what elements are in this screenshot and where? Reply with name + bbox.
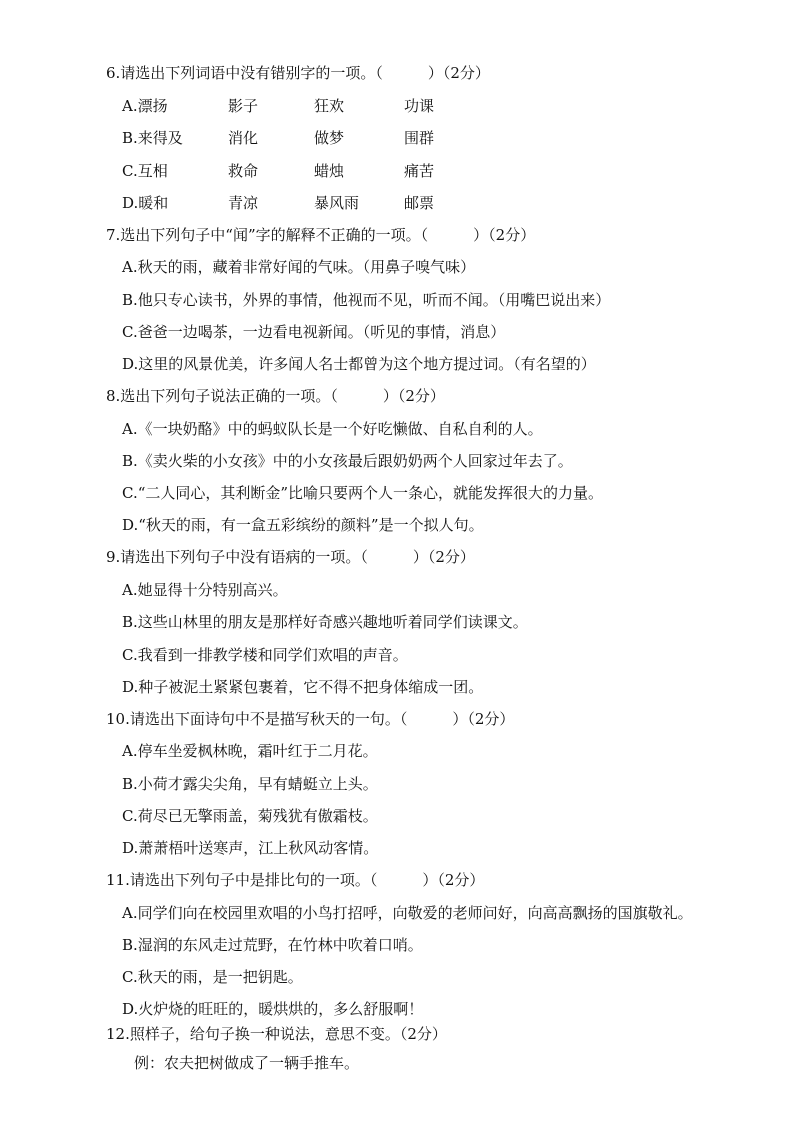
question-10-stem: 10.请选出下面诗句中不是描写秋天的一句。（ ）（2分） (106, 710, 515, 728)
q6-b-word2: 做梦 (314, 129, 345, 147)
question-11-option-a: A.同学们向在校园里欢唱的小鸟打招呼，向敬爱的老师问好，向高高飘扬的国旗敬礼。 (122, 904, 693, 922)
q6-c-word3: 痛苦 (404, 162, 435, 180)
question-7-stem: 7.选出下列句子中“闻”字的解释不正确的一项。（ ）（2分） (106, 226, 536, 244)
q6-d-word3: 邮票 (404, 194, 435, 212)
question-8-option-c: C.“二人同心，其利断金”比喻只要两个人一条心，就能发挥很大的力量。 (122, 484, 604, 502)
q6-a-word1: 影子 (228, 97, 259, 115)
question-7-option-c: C.爸爸一边喝茶，一边看电视新闻。（听见的事情，消息） (122, 323, 506, 341)
q6-c-word1: 救命 (228, 162, 259, 180)
question-8-option-d: D.“秋天的雨，有一盒五彩缤纷的颜料”是一个拟人句。 (122, 516, 484, 534)
question-12-example: 例：农夫把树做成了一辆手推车。 (134, 1054, 360, 1072)
q6-c-label: C.互相 (122, 162, 168, 180)
question-8-option-a: A.《一块奶酪》中的蚂蚁队长是一个好吃懒做、自私自利的人。 (122, 420, 543, 438)
q6-a-word3: 功课 (404, 97, 435, 115)
q6-d-word2: 暴风雨 (314, 194, 360, 212)
q6-d-word1: 青凉 (228, 194, 259, 212)
question-6-stem: 6.请选出下列词语中没有错别字的一项。（ ）（2分） (106, 64, 490, 82)
question-11-stem: 11.请选出下列句子中是排比句的一项。（ ）（2分） (106, 871, 485, 889)
question-11-option-d: D.火炉烧的旺旺的，暖烘烘的，多么舒服啊！ (122, 1000, 424, 1018)
question-11-option-b: B.湿润的东风走过荒野，在竹林中吹着口哨。 (122, 936, 423, 954)
question-9-option-b: B.这些山林里的朋友是那样好奇感兴趣地听着同学们读课文。 (122, 613, 528, 631)
question-10-option-a: A.停车坐爱枫林晚，霜叶红于二月花。 (122, 742, 378, 760)
q6-d-label: D.暖和 (122, 194, 169, 212)
q6-a-word2: 狂欢 (314, 97, 345, 115)
question-11-option-c: C.秋天的雨，是一把钥匙。 (122, 968, 303, 986)
q6-b-word3: 围群 (404, 129, 435, 147)
question-10-option-b: B.小荷才露尖尖角，早有蜻蜓立上头。 (122, 775, 378, 793)
q6-b-word1: 消化 (228, 129, 259, 147)
question-10-option-d: D.萧萧梧叶送寒声，江上秋风动客情。 (122, 839, 379, 857)
question-7-option-b: B.他只专心读书，外界的事情，他视而不见，听而不闻。（用嘴巴说出来） (122, 291, 611, 309)
question-9-option-d: D.种子被泥土紧紧包裹着，它不得不把身体缩成一团。 (122, 678, 484, 696)
q6-c-word2: 蜡烛 (314, 162, 345, 180)
question-9-option-c: C.我看到一排教学楼和同学们欢唱的声音。 (122, 646, 408, 664)
question-7-option-a: A.秋天的雨，藏着非常好闻的气味。（用鼻子嗅气味） (122, 258, 476, 276)
question-10-option-c: C.荷尽已无擎雨盖，菊残犹有傲霜枝。 (122, 807, 378, 825)
question-8-option-b: B.《卖火柴的小女孩》中的小女孩最后跟奶奶两个人回家过年去了。 (122, 452, 573, 470)
question-9-option-a: A.她显得十分特别高兴。 (122, 581, 288, 599)
q6-a-label: A.漂扬 (122, 97, 168, 115)
q6-b-label: B.来得及 (122, 129, 183, 147)
question-7-option-d: D.这里的风景优美，许多闻人名士都曾为这个地方提过词。（有名望的） (122, 355, 596, 373)
question-12-stem: 12.照样子，给句子换一种说法，意思不变。（2分） (106, 1025, 447, 1043)
question-9-stem: 9.请选出下列句子中没有语病的一项。（ ）（2分） (106, 548, 475, 566)
question-8-stem: 8.选出下列句子说法正确的一项。（ ）（2分） (106, 387, 445, 405)
